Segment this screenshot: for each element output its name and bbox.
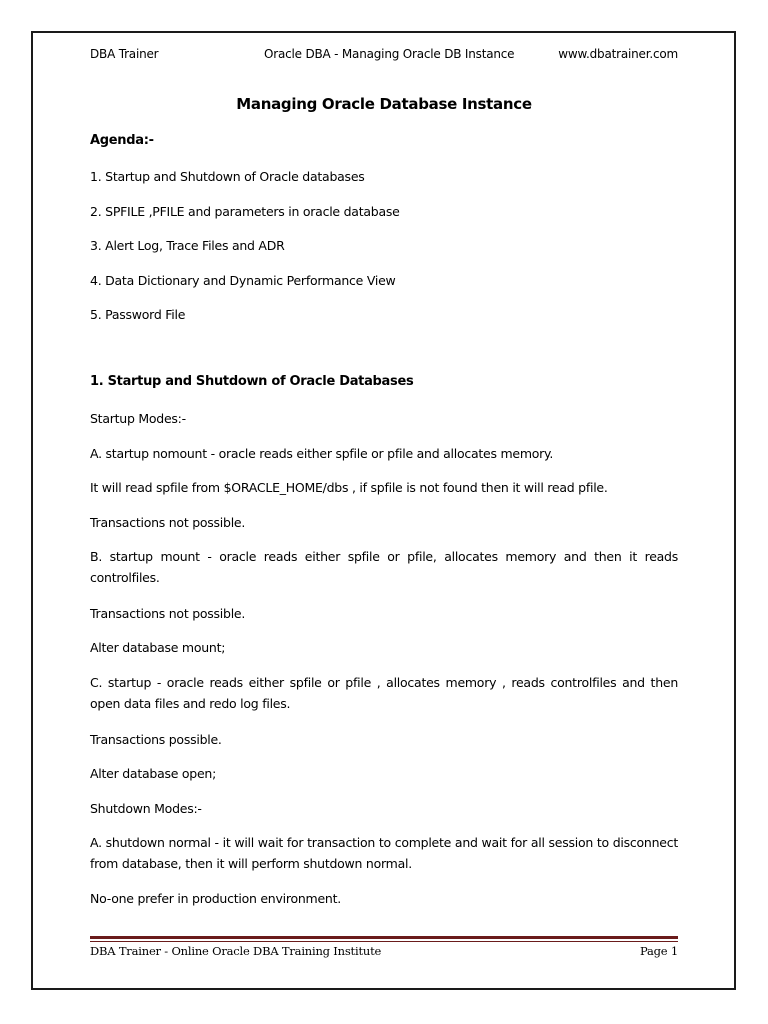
page-number: Page 1 [639, 944, 678, 958]
shutdown-modes-label: Shutdown Modes:- [90, 801, 202, 816]
agenda-item-1: 1. Startup and Shutdown of Oracle databases [90, 169, 365, 184]
startup-modes-label: Startup Modes:- [90, 411, 186, 426]
footer-left: DBA Trainer - Online Oracle DBA Training Institute [90, 944, 382, 958]
footer-rule-thin [90, 941, 678, 942]
startup-nomount-text: A. startup nomount - oracle reads either spfile or pfile and allocates memory. [90, 446, 554, 461]
alter-database-mount: Alter database mount; [90, 640, 226, 655]
startup-open-text: C. startup - oracle reads either spfile or pfile , allocates memory , reads controlfiles and then open data files and redo log files. [90, 675, 678, 711]
alter-database-open: Alter database open; [90, 766, 217, 781]
header-right: www.dbatrainer.com [558, 47, 678, 61]
page-header [90, 47, 678, 65]
transactions-possible: Transactions possible. [90, 732, 222, 747]
agenda-item-4: 4. Data Dictionary and Dynamic Performance View [90, 273, 396, 288]
agenda-item-3: 3. Alert Log, Trace Files and ADR [90, 238, 285, 253]
shutdown-normal-text: A. shutdown normal - it will wait for transaction to complete and wait for all session to disconnect from database, then it will perform shutdown normal. [90, 835, 678, 871]
no-one-prefer-text: No-one prefer in production environment. [90, 891, 341, 906]
header-center: Oracle DBA - Managing Oracle DB Instance [264, 47, 515, 61]
agenda-label: Agenda:- [90, 133, 154, 148]
agenda-item-2: 2. SPFILE ,PFILE and parameters in oracle database [90, 204, 400, 219]
section-heading: 1. Startup and Shutdown of Oracle Databases [90, 374, 414, 389]
spfile-note-text: It will read spfile from $ORACLE_HOME/dbs , if spfile is not found then it will read pfile. [90, 480, 608, 495]
agenda-item-5: 5. Password File [90, 307, 186, 322]
document-title: Managing Oracle Database Instance [236, 95, 532, 113]
header-left: DBA Trainer [90, 47, 159, 61]
startup-mount-text: B. startup mount - oracle reads either spfile or pfile, allocates memory and then it reads controlfiles. [90, 549, 678, 585]
transactions-not-possible-2: Transactions not possible. [90, 606, 246, 621]
transactions-not-possible-1: Transactions not possible. [90, 515, 246, 530]
footer-rule-thick [90, 936, 678, 939]
